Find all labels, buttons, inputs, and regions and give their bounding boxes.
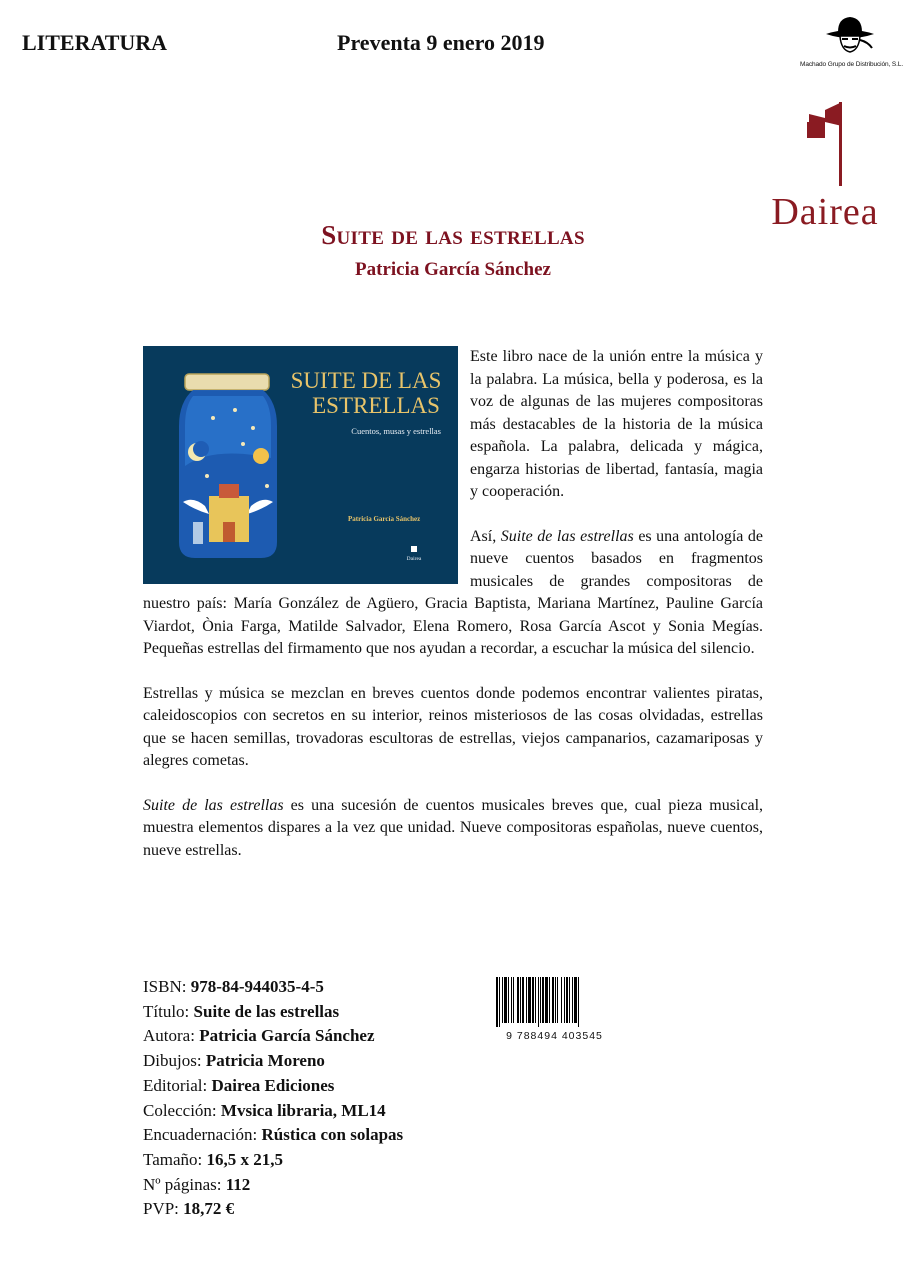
barcode-bar (569, 977, 570, 1023)
spec-row (143, 1197, 403, 1222)
spec-value: 18,72 € (183, 1199, 235, 1219)
spec-value: Patricia García Sánchez (199, 1026, 375, 1046)
cover-publisher: Dairea (406, 556, 422, 562)
barcode-bar (496, 977, 498, 1027)
hat-man-icon (822, 12, 878, 56)
barcode-bar (522, 977, 524, 1023)
section-label: LITERATURA (22, 30, 168, 55)
cover-title-line1: SUITE DE LAS (290, 368, 442, 393)
barcode-bar (572, 977, 573, 1023)
barcode-bar (542, 977, 544, 1023)
barcode (492, 975, 617, 1042)
barcode-bar (508, 977, 509, 1023)
barcode-number: 9 788494 403545 (506, 1030, 603, 1042)
spec-row (143, 975, 403, 1000)
spec-label: Autora: (143, 1026, 200, 1046)
spec-row (143, 1024, 403, 1049)
publisher-logo (760, 100, 890, 231)
barcode-bar (513, 977, 514, 1023)
title-italic: Suite de las estrellas (143, 796, 284, 814)
cover-title-line2: ESTRELLAS (312, 393, 440, 418)
barcode-bar (555, 977, 556, 1023)
barcode-bar (538, 977, 539, 1027)
paragraph-3: Estrellas y música se mezclan en breves cuentos donde podemos encontrar valientes piratas, caleidoscopios con secretos en su interior, reinos misteriosos de las cosas olvidadas, estrellas que se hacen semillas, trovadoras escultoras de estrellas, viejos campanarios, cazamariposas y alegres cometas. (143, 684, 763, 769)
barcode-bar (574, 977, 577, 1023)
spec-label: Nº páginas: (143, 1174, 226, 1194)
barcode-bar (557, 977, 558, 1023)
flag-icon (795, 100, 855, 188)
barcode-bar (532, 977, 534, 1023)
book-author: Patricia García Sánchez (355, 259, 551, 280)
spec-label: ISBN: (143, 977, 191, 996)
barcode-bar (511, 977, 512, 1023)
spec-label: Encuadernación: (143, 1125, 262, 1145)
publisher-logo-text: Dairea (771, 191, 879, 233)
barcode-bar (540, 977, 541, 1023)
barcode-bar (499, 977, 500, 1027)
barcode-bar (535, 977, 536, 1023)
spec-label: PVP: (143, 1199, 184, 1219)
spec-value: Patricia Moreno (205, 1051, 325, 1071)
barcode-bar (564, 977, 565, 1023)
barcode-bar (549, 977, 550, 1023)
barcode-bar (528, 977, 531, 1023)
spec-value: Rústica con solapas (261, 1125, 404, 1145)
title-italic: Suite de las estrellas (500, 527, 634, 545)
spec-row (143, 1049, 403, 1074)
barcode-bar (545, 977, 548, 1023)
spec-label: Dibujos: (143, 1051, 206, 1071)
presale-date: Preventa 9 enero 2019 (337, 30, 545, 55)
barcode-bars (492, 975, 617, 1027)
spec-value: 16,5 x 21,5 (206, 1149, 283, 1169)
spec-label: Título: (143, 1001, 194, 1021)
paragraph-2: Así, Suite de las estrellas es una antología de nueve cuentos basados en fragmentos musicales de grandes compositoras de nuestro país: María González de Agüero, Gracia Baptista, Mariana Martínez, Pauline García Viardot, Ònia Farga, Matilde Salvador, Elena Romero, Rosa García Ascot y Sonia Megías. Pequeñas estrellas del firmamento que nos ayudan a recordar, a escuchar la música del silencio. (143, 527, 763, 657)
barcode-bar (578, 977, 579, 1027)
cover-subtitle: Cuentos, musas y estrellas (351, 426, 441, 436)
spec-row (143, 1099, 403, 1124)
spec-value: 112 (225, 1174, 251, 1194)
spec-row (143, 1173, 403, 1198)
paragraph-1: Este libro nace de la unión entre la música y la palabra. La música, bella y poderosa, es la voz de algunas de las mujeres compositoras más destacables de la historia de la música española. La palabra, delicada y mágica, engarza historias de libertad, fantasía, magia y cooperación. (470, 348, 763, 500)
spec-value: Dairea Ediciones (211, 1075, 335, 1095)
barcode-bar (504, 977, 507, 1023)
distributor-logo (800, 12, 904, 68)
book-cover (143, 346, 458, 584)
spec-value: Mvsica libraria, ML14 (220, 1100, 386, 1120)
book-title: Suite de las estrellas (321, 220, 585, 250)
barcode-bar (526, 977, 527, 1023)
barcode-bar (517, 977, 519, 1023)
spec-row (143, 1123, 403, 1148)
cover-author: Patricia García Sánchez (348, 515, 421, 523)
paragraph-4: Suite de las estrellas es una sucesión de cuentos musicales breves que, cual pieza musical, muestra elementos dispares a la vez que unidad. Nueve compositoras españolas, nueve cuentos, nueve estrellas. (143, 796, 764, 859)
barcode-bar (502, 977, 503, 1023)
barcode-bar (561, 977, 562, 1023)
spec-row (143, 1074, 403, 1099)
spec-row (143, 1000, 403, 1025)
spec-label: Editorial: (143, 1075, 212, 1095)
barcode-bar (520, 977, 521, 1023)
spec-value: Suite de las estrellas (193, 1001, 340, 1021)
spec-value: 978-84-944035-4-5 (190, 977, 324, 996)
barcode-bar (566, 977, 568, 1023)
spec-label: Colección: (143, 1100, 221, 1120)
spec-label: Tamaño: (143, 1149, 207, 1169)
distributor-caption: Machado Grupo de Distribución, S.L. (800, 61, 904, 68)
book-specs (143, 975, 403, 1222)
barcode-bar (552, 977, 554, 1023)
spec-row (143, 1148, 403, 1173)
cover-publisher-mark (399, 546, 429, 562)
